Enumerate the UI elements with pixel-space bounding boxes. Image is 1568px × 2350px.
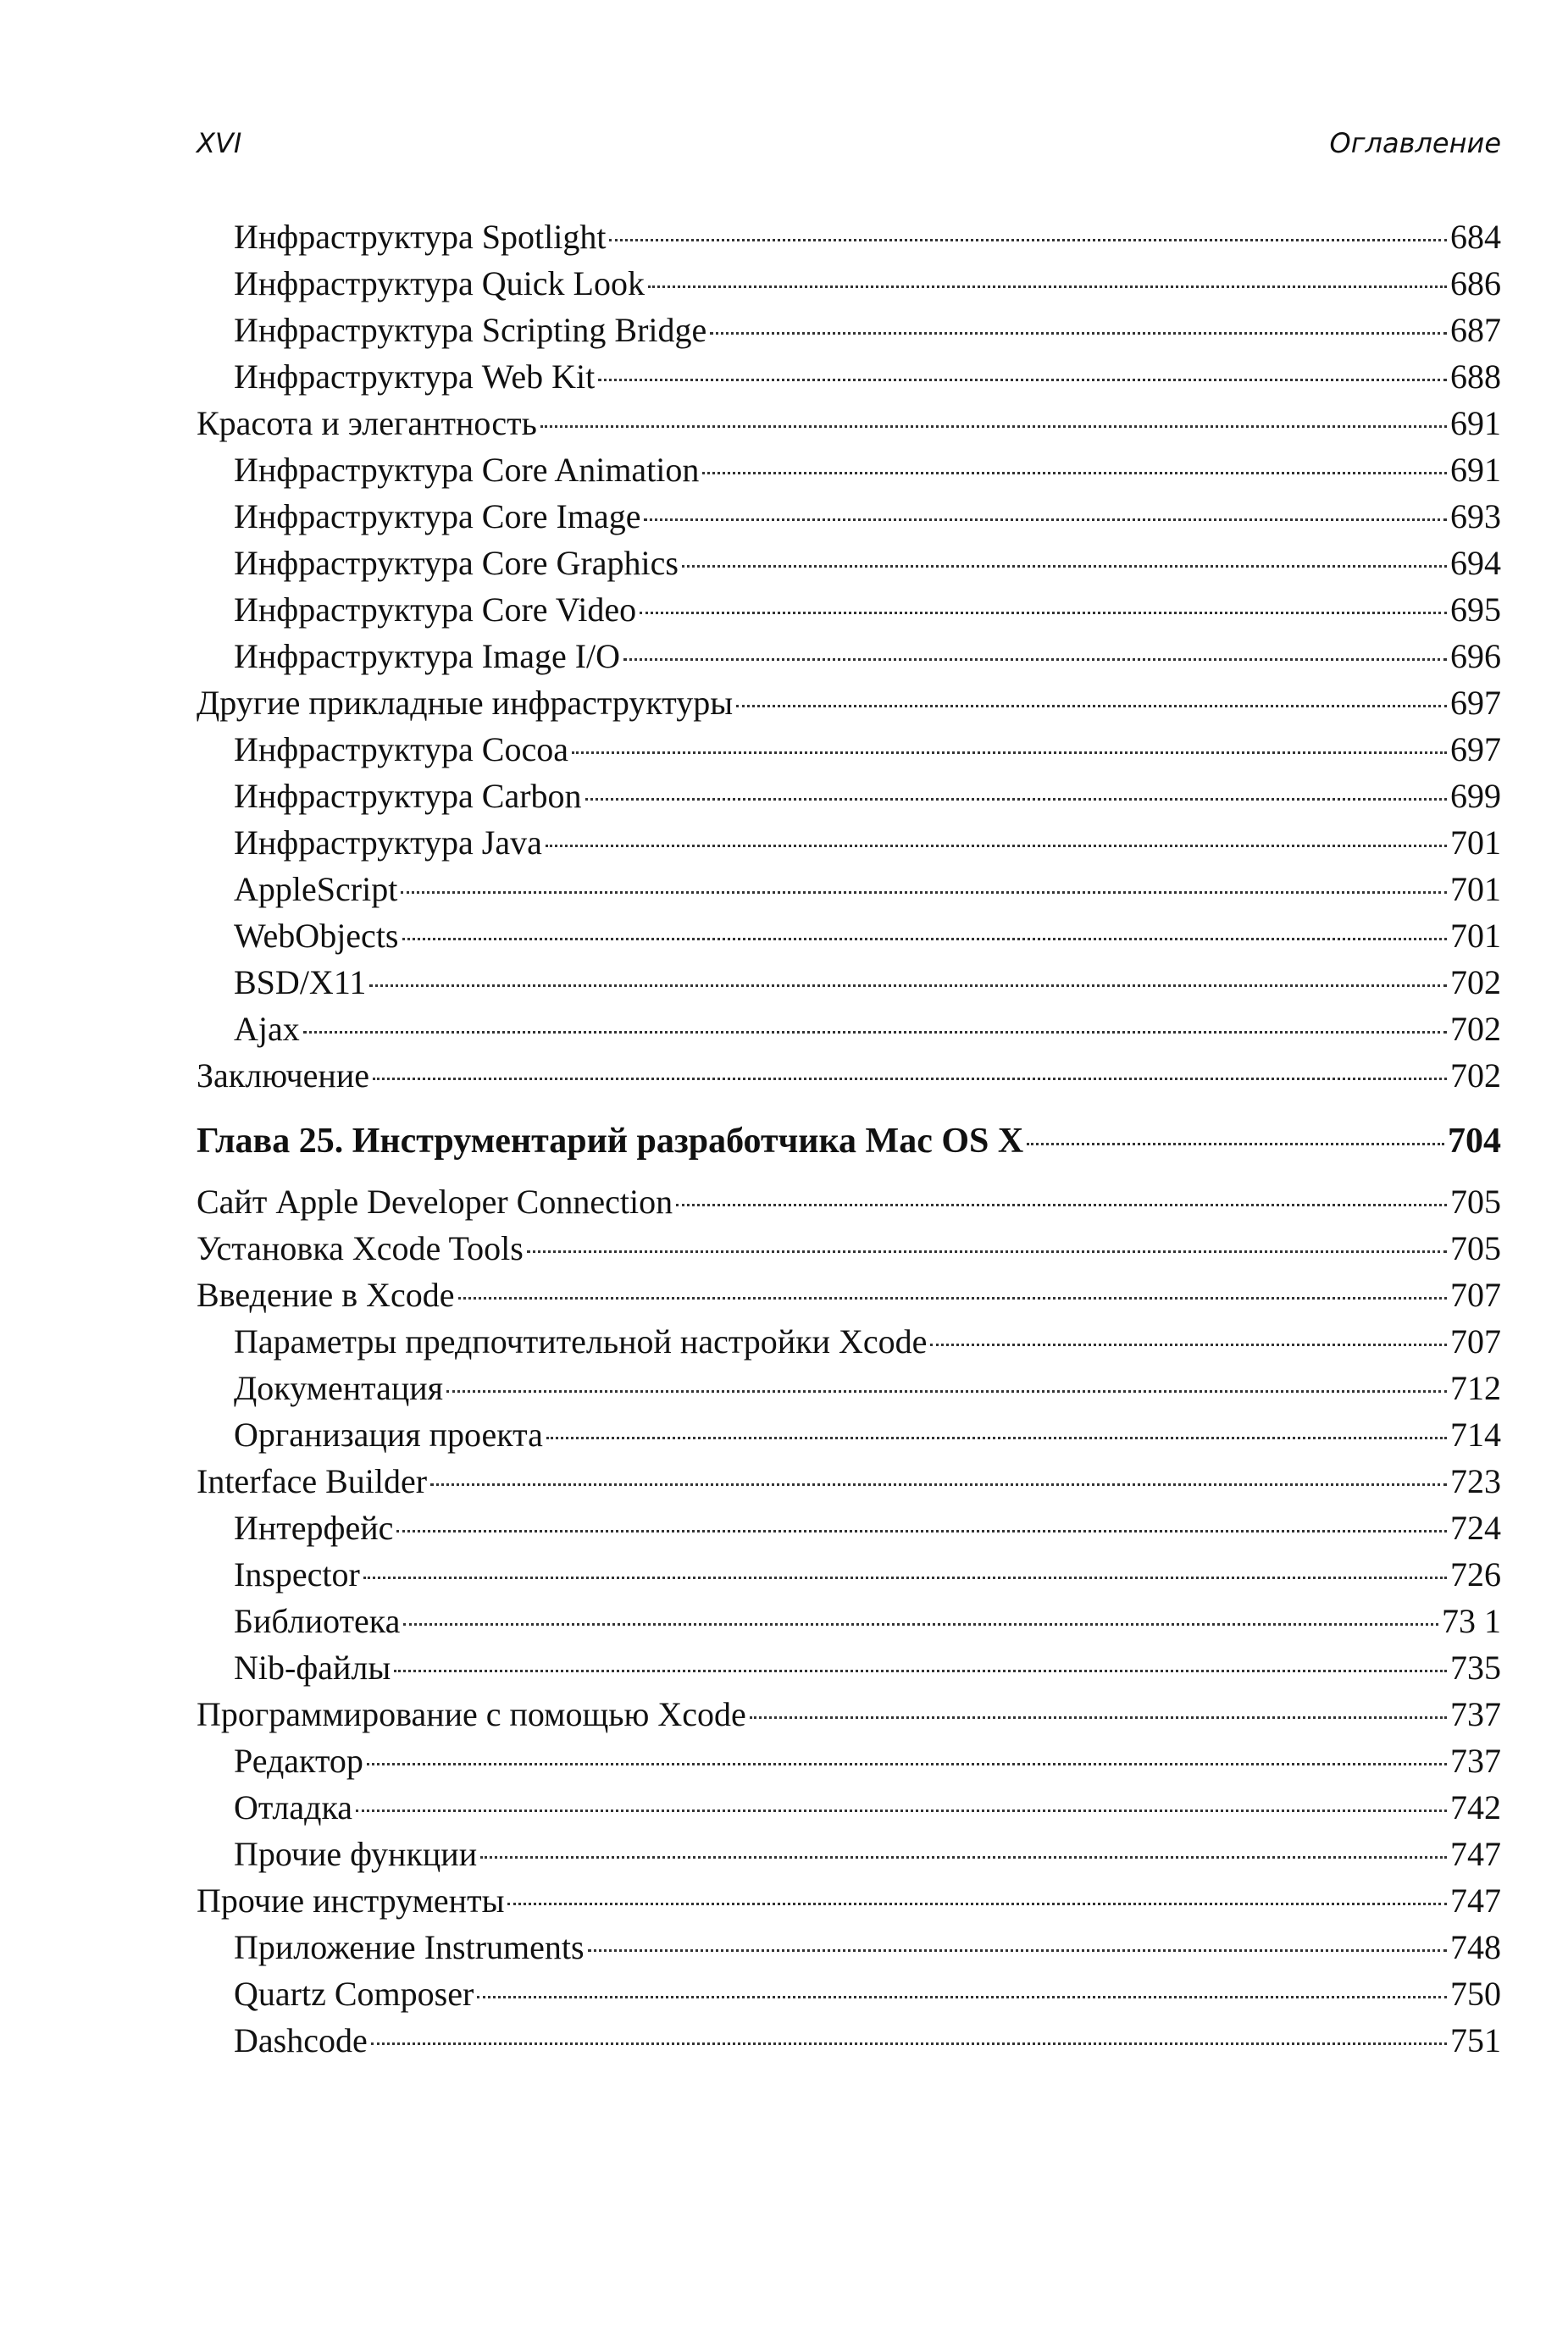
toc-entry-page-number: 701 — [1450, 870, 1501, 908]
dot-leader — [676, 1204, 1447, 1206]
toc-entry-title: WebObjects — [234, 917, 399, 955]
toc-entry-page-number: 701 — [1450, 917, 1501, 955]
dot-leader — [396, 1530, 1447, 1532]
toc-entry-page-number: 726 — [1450, 1555, 1501, 1593]
toc-entry-page-number: 742 — [1450, 1788, 1501, 1826]
toc-entry-title: Другие прикладные инфраструктуры — [197, 684, 734, 722]
toc-subsection-entry — [197, 773, 1501, 819]
toc-entry-title: Красота и элегантность — [197, 404, 537, 442]
dot-leader — [394, 1670, 1447, 1672]
dot-leader — [930, 1344, 1447, 1346]
toc-subsection-entry — [197, 2017, 1501, 2064]
toc-entry-page-number: 705 — [1450, 1183, 1501, 1221]
dot-leader — [403, 1623, 1438, 1626]
dot-leader — [623, 658, 1447, 661]
toc-subsection-entry — [197, 866, 1501, 912]
dot-leader — [477, 1996, 1447, 1998]
toc-entry-page-number: 688 — [1450, 357, 1501, 396]
toc-subsection-entry — [197, 307, 1501, 353]
toc-subsection-entry — [197, 819, 1501, 866]
toc-subsection-entry — [197, 1365, 1501, 1411]
toc-section-entry — [197, 1458, 1501, 1505]
toc-subsection-entry — [197, 1411, 1501, 1458]
running-title: Оглавление — [1329, 127, 1501, 159]
toc-subsection-entry — [197, 1784, 1501, 1831]
dot-leader — [644, 518, 1447, 521]
dot-leader — [572, 751, 1447, 754]
toc-subsection-entry — [197, 1831, 1501, 1877]
toc-section-entry — [197, 1691, 1501, 1738]
toc-entry-page-number: 699 — [1450, 777, 1501, 815]
toc-entry-page-number: 691 — [1450, 404, 1501, 442]
toc-subsection-entry — [197, 1598, 1501, 1644]
toc-entry-title: Ajax — [234, 1010, 300, 1048]
toc-entry-title: Заключение — [197, 1056, 369, 1095]
toc-entry-page-number: 723 — [1450, 1462, 1501, 1500]
toc-entry-title: Документация — [234, 1369, 444, 1407]
toc-entry-title: Инфраструктура Core Image — [234, 497, 641, 535]
toc-section-entry — [197, 1178, 1501, 1225]
dot-leader — [1027, 1143, 1444, 1145]
toc-entry-page-number: 704 — [1448, 1122, 1501, 1161]
dot-leader — [373, 1078, 1447, 1080]
toc-entry-title: Глава 25. Инструментарий разработчика Mac OS X — [197, 1122, 1024, 1161]
toc-entry-page-number: 697 — [1450, 730, 1501, 768]
toc-entry-page-number: 750 — [1450, 1975, 1501, 2013]
toc-entry-title: Установка Xcode Tools — [197, 1229, 524, 1267]
toc-entry-title: Инфраструктура Core Animation — [234, 451, 700, 489]
toc-entry-title: Инфраструктура Web Kit — [234, 357, 596, 396]
toc-entry-page-number: 747 — [1450, 1835, 1501, 1873]
toc-subsection-entry — [197, 586, 1501, 633]
dot-leader — [736, 705, 1447, 707]
dot-leader — [710, 332, 1447, 335]
toc-subsection-entry — [197, 353, 1501, 400]
toc-entry-title: Инфраструктура Spotlight — [234, 218, 607, 256]
toc-entry-title: Quartz Composer — [234, 1975, 474, 2013]
dot-leader — [303, 1031, 1447, 1034]
toc-section-entry — [197, 1052, 1501, 1099]
toc-entry-page-number: 707 — [1450, 1276, 1501, 1314]
toc-entry-title: Прочие функции — [234, 1835, 478, 1873]
dot-leader — [585, 798, 1447, 801]
dot-leader — [446, 1390, 1447, 1393]
toc-entry-title: Библиотека — [234, 1602, 401, 1640]
toc-entry-title: Инфраструктура Carbon — [234, 777, 582, 815]
toc-section-entry — [197, 1877, 1501, 1924]
page-header — [197, 127, 1501, 178]
toc-subsection-entry — [197, 1505, 1501, 1551]
toc-entry-page-number: 696 — [1450, 637, 1501, 675]
toc-subsection-entry — [197, 912, 1501, 959]
toc-subsection-entry — [197, 1644, 1501, 1691]
toc-subsection-entry — [197, 446, 1501, 493]
toc-entry-page-number: 702 — [1450, 963, 1501, 1001]
dot-leader — [750, 1716, 1447, 1719]
dot-leader — [546, 1437, 1447, 1439]
table-of-contents — [197, 213, 1501, 2064]
toc-entry-title: AppleScript — [234, 870, 398, 908]
dot-leader — [367, 1763, 1447, 1765]
toc-entry-page-number: 701 — [1450, 823, 1501, 862]
dot-leader — [356, 1810, 1447, 1812]
toc-section-entry — [197, 1272, 1501, 1318]
toc-entry-page-number: 707 — [1450, 1322, 1501, 1361]
toc-entry-title: Инфраструктура Quick Look — [234, 264, 645, 302]
toc-entry-title: Инфраструктура Java — [234, 823, 542, 862]
toc-entry-page-number: 735 — [1450, 1649, 1501, 1687]
page-number: XVI — [197, 127, 242, 159]
toc-entry-title: Организация проекта — [234, 1416, 543, 1454]
toc-entry-title: BSD/X11 — [234, 963, 367, 1001]
toc-subsection-entry — [197, 726, 1501, 773]
toc-entry-page-number: 687 — [1450, 311, 1501, 349]
toc-entry-page-number: 737 — [1450, 1742, 1501, 1780]
toc-subsection-entry — [197, 1970, 1501, 2017]
toc-entry-page-number: 714 — [1450, 1416, 1501, 1454]
toc-subsection-entry — [197, 1551, 1501, 1598]
toc-entry-page-number: 686 — [1450, 264, 1501, 302]
dot-leader — [401, 891, 1447, 894]
toc-entry-title: Приложение Instruments — [234, 1928, 585, 1966]
dot-leader — [369, 984, 1447, 987]
toc-entry-page-number: 697 — [1450, 684, 1501, 722]
toc-entry-title: Инфраструктура Core Graphics — [234, 544, 679, 582]
dot-leader — [540, 425, 1447, 428]
toc-entry-page-number: 693 — [1450, 497, 1501, 535]
toc-subsection-entry — [197, 493, 1501, 540]
dot-leader — [648, 285, 1447, 288]
toc-subsection-entry — [197, 260, 1501, 307]
toc-entry-page-number: 694 — [1450, 544, 1501, 582]
dot-leader — [682, 565, 1447, 568]
toc-subsection-entry — [197, 1318, 1501, 1365]
dot-leader — [598, 379, 1447, 381]
toc-entry-title: Введение в Xcode — [197, 1276, 455, 1314]
toc-entry-page-number: 712 — [1450, 1369, 1501, 1407]
dot-leader — [507, 1903, 1447, 1905]
toc-subsection-entry — [197, 1738, 1501, 1784]
toc-entry-page-number: 737 — [1450, 1695, 1501, 1733]
toc-entry-title: Inspector — [234, 1555, 360, 1593]
toc-entry-page-number: 695 — [1450, 590, 1501, 629]
toc-entry-title: Инфраструктура Cocoa — [234, 730, 568, 768]
dot-leader — [480, 1856, 1447, 1859]
toc-entry-page-number: 705 — [1450, 1229, 1501, 1267]
toc-subsection-entry — [197, 633, 1501, 679]
dot-leader — [363, 1577, 1447, 1579]
dot-leader — [546, 845, 1447, 847]
toc-entry-title: Прочие инструменты — [197, 1882, 505, 1920]
dot-leader — [458, 1297, 1447, 1300]
toc-subsection-entry — [197, 1924, 1501, 1970]
toc-entry-page-number: 73 1 — [1442, 1602, 1501, 1640]
toc-subsection-entry — [197, 213, 1501, 260]
dot-leader — [527, 1250, 1447, 1253]
toc-entry-title: Параметры предпочтительной настройки Xcode — [234, 1322, 928, 1361]
toc-section-entry — [197, 679, 1501, 726]
toc-entry-page-number: 751 — [1450, 2021, 1501, 2059]
dot-leader — [371, 2042, 1447, 2045]
toc-entry-title: Программирование с помощью Xcode — [197, 1695, 746, 1733]
dot-leader — [430, 1483, 1447, 1486]
toc-entry-title: Dashcode — [234, 2021, 368, 2059]
dot-leader — [640, 612, 1447, 614]
toc-section-entry — [197, 400, 1501, 446]
toc-section-entry — [197, 1225, 1501, 1272]
toc-entry-title: Инфраструктура Image I/O — [234, 637, 621, 675]
toc-entry-title: Инфраструктура Core Video — [234, 590, 637, 629]
toc-entry-title: Nib-файлы — [234, 1649, 391, 1687]
dot-leader — [609, 239, 1447, 241]
toc-entry-page-number: 748 — [1450, 1928, 1501, 1966]
toc-entry-title: Сайт Apple Developer Connection — [197, 1183, 673, 1221]
toc-entry-page-number: 684 — [1450, 218, 1501, 256]
toc-subsection-entry — [197, 1006, 1501, 1052]
toc-chapter-heading — [197, 1116, 1501, 1167]
dot-leader — [702, 472, 1447, 474]
toc-entry-page-number: 702 — [1450, 1056, 1501, 1095]
toc-entry-title: Отладка — [234, 1788, 353, 1826]
toc-entry-page-number: 747 — [1450, 1882, 1501, 1920]
toc-entry-title: Интерфейс — [234, 1509, 394, 1547]
dot-leader — [588, 1949, 1447, 1952]
toc-entry-page-number: 724 — [1450, 1509, 1501, 1547]
dot-leader — [402, 938, 1448, 940]
toc-entry-page-number: 702 — [1450, 1010, 1501, 1048]
toc-entry-title: Interface Builder — [197, 1462, 428, 1500]
toc-entry-page-number: 691 — [1450, 451, 1501, 489]
toc-subsection-entry — [197, 959, 1501, 1006]
toc-entry-title: Редактор — [234, 1742, 363, 1780]
toc-subsection-entry — [197, 540, 1501, 586]
toc-entry-title: Инфраструктура Scripting Bridge — [234, 311, 707, 349]
